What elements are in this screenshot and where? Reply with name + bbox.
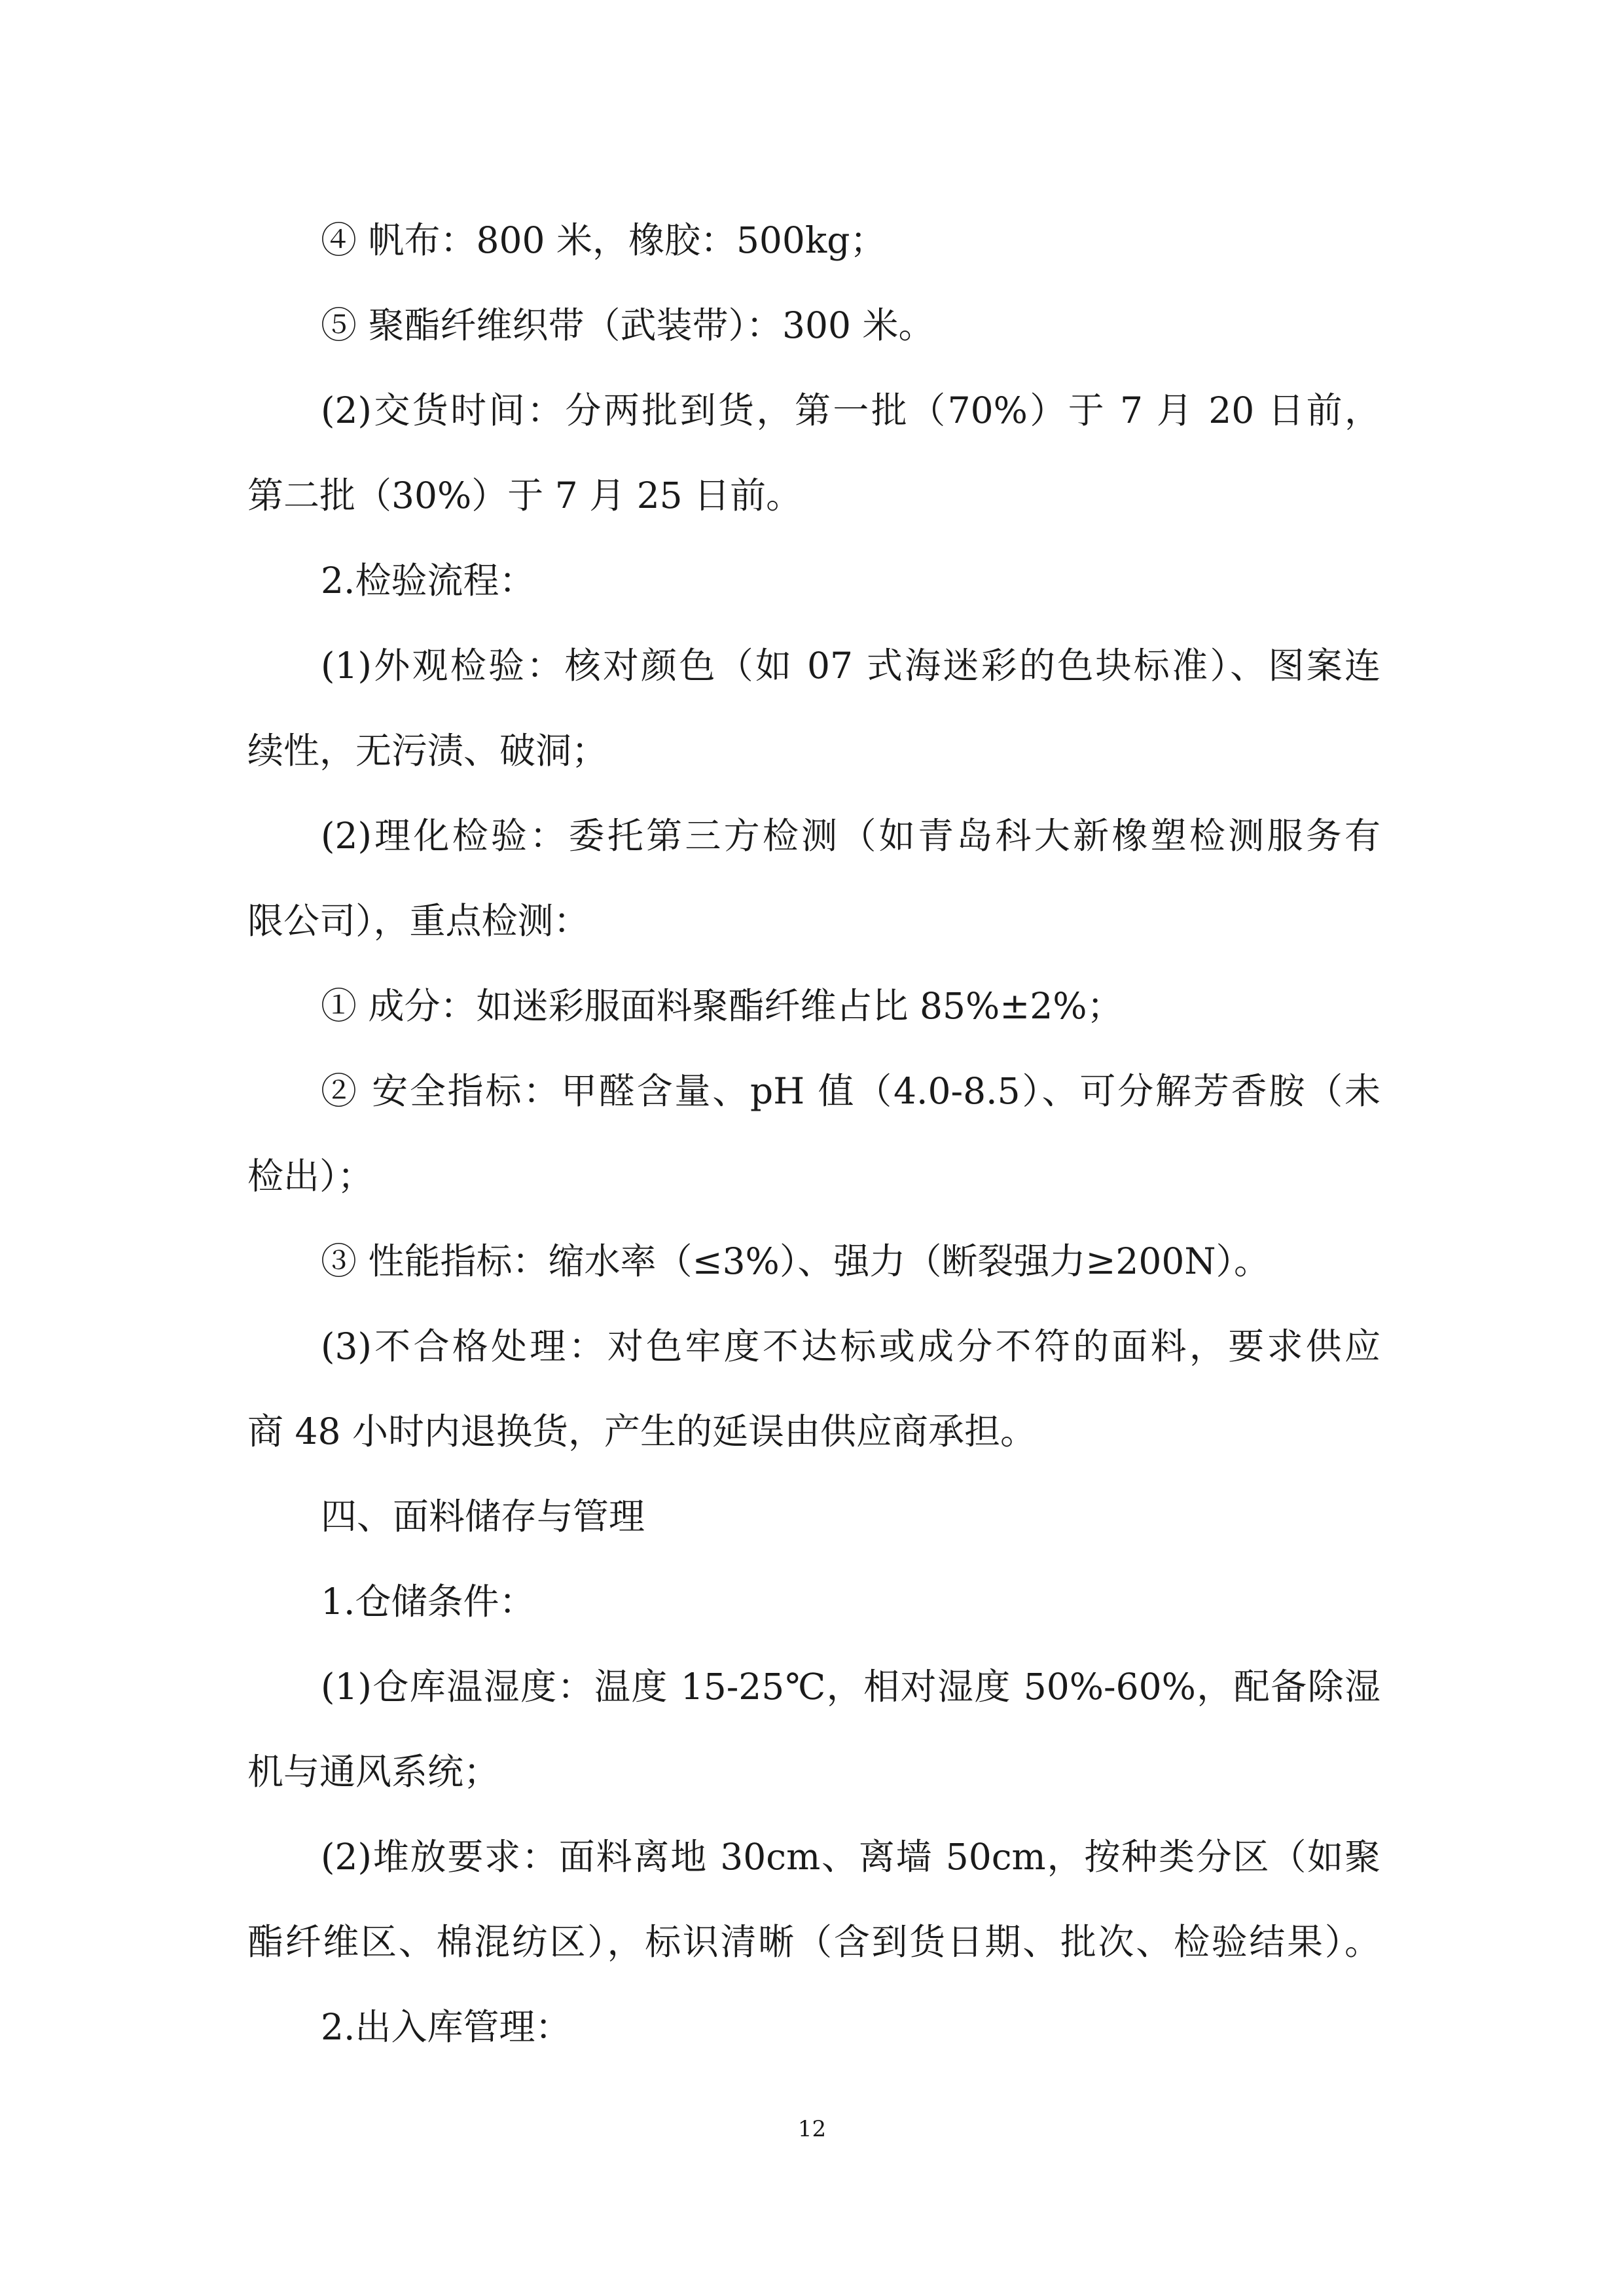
text-line: (3)不合格处理：对色牢度不达标或成分不符的面料，要求供应 <box>321 1325 1380 1367</box>
text-line: ② 安全指标：甲醛含量、pH 值（4.0-8.5）、可分解芳香胺（未 <box>321 1070 1380 1112</box>
page-number: 12 <box>797 2116 827 2142</box>
section-heading: 四、面料储存与管理 <box>321 1496 645 1537</box>
text-line: 机与通风系统； <box>247 1751 500 1793</box>
text-line: 续性，无污渍、破洞； <box>247 730 608 772</box>
text-line: ① 成分：如迷彩服面料聚酯纤维占比 85%±2%； <box>321 985 1123 1027</box>
section-heading: 2.检验流程： <box>321 560 535 601</box>
text-line: 酯纤维区、棉混纺区），标识清晰（含到货日期、批次、检验结果）。 <box>247 1921 1380 1963</box>
text-line: 限公司），重点检测： <box>247 900 590 942</box>
section-heading: 1.仓储条件： <box>321 1581 535 1623</box>
section-heading: 2.出入库管理： <box>321 2006 571 2048</box>
text-line: 检出）； <box>247 1155 374 1197</box>
text-line: 第二批（30%）于 7 月 25 日前。 <box>247 475 803 516</box>
text-line: (2)堆放要求：面料离地 30cm、离墙 50cm，按种类分区（如聚 <box>321 1836 1380 1878</box>
text-line: ⑤ 聚酯纤维织带（武装带）：300 米。 <box>321 304 935 346</box>
text-line: (2)理化检验：委托第三方检测（如青岛科大新橡塑检测服务有 <box>321 815 1380 857</box>
text-line: (1)仓库温湿度：温度 15-25℃，相对湿度 50%-60%，配备除湿 <box>321 1666 1381 1708</box>
text-line: ③ 性能指标：缩水率（≤3%）、强力（断裂强力≥200N）。 <box>321 1240 1271 1282</box>
text-line: ④ 帆布：800 米，橡胶：500kg； <box>321 219 886 261</box>
text-line: (1)外观检验：核对颜色（如 07 式海迷彩的色块标准）、图案连 <box>321 645 1380 687</box>
text-line: 商 48 小时内退换货，产生的延误由供应商承担。 <box>247 1410 1036 1452</box>
text-line: (2)交货时间：分两批到货，第一批（70%）于 7 月 20 日前， <box>321 389 1380 431</box>
